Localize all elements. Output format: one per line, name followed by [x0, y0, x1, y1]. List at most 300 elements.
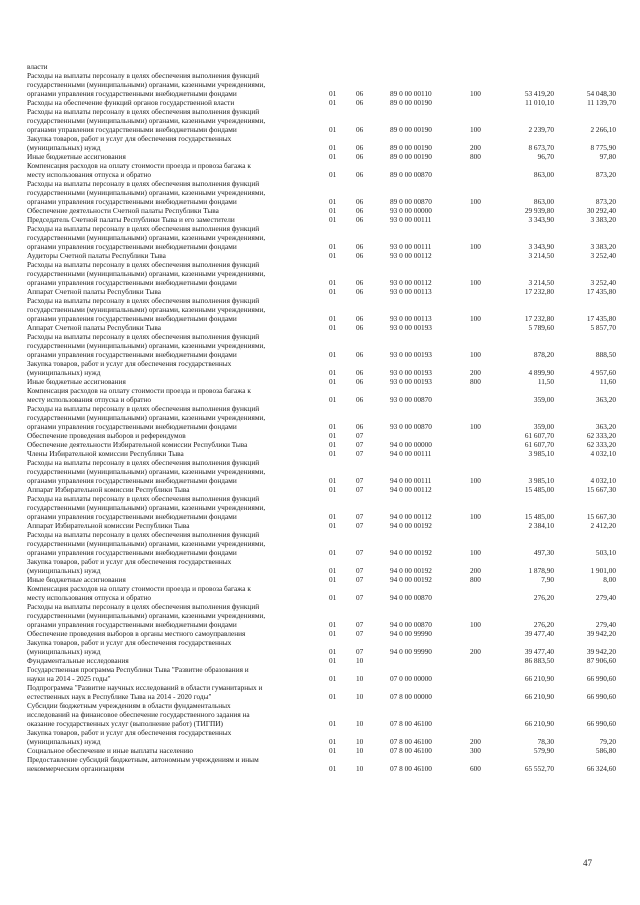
row-name-line: некоммерческим организациям [27, 764, 125, 773]
row-subsection-code: 07 [356, 593, 364, 602]
row-name-line: Компенсация расходов на оплату стоимости проезда и провоза багажа к [27, 386, 251, 395]
row-subsection-code: 06 [356, 89, 364, 98]
row-subsection-code: 06 [356, 395, 364, 404]
row-section-code: 01 [329, 575, 337, 584]
row-section-code: 01 [329, 368, 337, 377]
row-target-article: 94 0 00 99990 [390, 647, 432, 656]
row-subsection-code: 06 [356, 278, 364, 287]
row-name-line: Расходы на выплаты персоналу в целях обеспечения выполнения функций [27, 179, 260, 188]
row-target-article: 94 0 00 00112 [390, 512, 432, 521]
row-target-article: 07 8 00 46100 [390, 737, 432, 746]
row-target-article: 93 0 00 00870 [390, 395, 432, 404]
row-section-code: 01 [329, 431, 337, 440]
row-section-code: 01 [329, 629, 337, 638]
row-name-line: Иные бюджетные ассигнования [27, 575, 126, 584]
row-amount-year1: 2 384,10 [528, 521, 554, 530]
row-subsection-code: 06 [356, 377, 364, 386]
row-target-article: 07 8 00 00000 [390, 692, 432, 701]
row-subsection-code: 06 [356, 98, 364, 107]
row-expense-type: 200 [470, 647, 481, 656]
row-name-line: Обеспечение проведения выборов и референдумов [27, 431, 186, 440]
row-subsection-code: 06 [356, 206, 364, 215]
row-amount-year1: 878,20 [533, 350, 554, 359]
row-name-line: государственными (муниципальными) органами, казенными учреждениями, [27, 233, 266, 242]
row-section-code: 01 [329, 395, 337, 404]
row-subsection-code: 06 [356, 242, 364, 251]
row-name [27, 521, 327, 530]
row-amount-year2: 97,80 [599, 152, 616, 161]
row-subsection-code: 06 [356, 251, 364, 260]
row-subsection-code: 07 [356, 449, 364, 458]
row-expense-type: 100 [470, 314, 481, 323]
row-name-line: государственными (муниципальными) органами, казенными учреждениями, [27, 341, 266, 350]
row-amount-year2: 873,20 [595, 197, 616, 206]
row-name-line: государственными (муниципальными) органами, казенными учреждениями, [27, 188, 266, 197]
row-name-line: органами управления государственными внебюджетными фондами [27, 278, 237, 287]
row-target-article: 93 0 00 00870 [390, 422, 432, 431]
row-subsection-code: 10 [356, 719, 364, 728]
row-name-line: Закупка товаров, работ и услуг для обеспечения государственных [27, 134, 232, 143]
row-amount-year1: 53 419,20 [524, 89, 554, 98]
row-target-article: 93 0 00 00113 [390, 287, 432, 296]
row-amount-year2: 30 292,40 [586, 206, 616, 215]
row-name-line: государственными (муниципальными) органами, казенными учреждениями, [27, 80, 266, 89]
row-name-line: Компенсация расходов на оплату стоимости проезда и провоза багажа к [27, 584, 251, 593]
row-name-line: государственными (муниципальными) органами, казенными учреждениями, [27, 611, 266, 620]
row-name-line: Закупка товаров, работ и услуг для обеспечения государственных [27, 638, 232, 647]
row-name-line: Обеспечение проведения выборов в органы местного самоуправления [27, 629, 246, 638]
row-section-code: 01 [329, 350, 337, 359]
row-name-line: Субсидии бюджетным учреждениям в области фундаментальных [27, 701, 231, 710]
row-name-line: органами управления государственными внебюджетными фондами [27, 197, 237, 206]
row-amount-year1: 3 343,90 [528, 215, 554, 224]
row-section-code: 01 [329, 314, 337, 323]
row-amount-year2: 39 942,20 [586, 647, 616, 656]
row-amount-year2: 2 412,20 [590, 521, 616, 530]
row-name-line: оказание государственных услуг (выполнение работ) (ТИГПИ) [27, 719, 223, 728]
row-amount-year1: 15 485,00 [524, 512, 554, 521]
row-subsection-code: 06 [356, 314, 364, 323]
row-name [27, 287, 327, 296]
row-expense-type: 300 [470, 746, 481, 755]
row-name-line: Закупка товаров, работ и услуг для обеспечения государственных [27, 728, 232, 737]
row-section-code: 01 [329, 206, 337, 215]
row-amount-year2: 11,60 [599, 377, 616, 386]
row-name [27, 701, 327, 728]
row-amount-year1: 17 232,80 [524, 314, 554, 323]
row-target-article: 93 0 00 00193 [390, 323, 432, 332]
row-target-article: 89 0 00 00190 [390, 143, 432, 152]
row-expense-type: 100 [470, 125, 481, 134]
row-amount-year2: 66 324,60 [586, 764, 616, 773]
row-target-article: 89 0 00 00190 [390, 125, 432, 134]
row-target-article: 94 0 00 00112 [390, 485, 432, 494]
row-name-line: Предоставление субсидий бюджетным, автономным учреждениям и иным [27, 755, 259, 764]
row-subsection-code: 10 [356, 737, 364, 746]
row-name-line: Аудиторы Счетной палаты Республики Тыва [27, 251, 166, 260]
row-name-line: Обеспечение деятельности Избирательной комиссии Республики Тыва [27, 440, 248, 449]
row-name-line: Расходы на выплаты персоналу в целях обеспечения выполнения функций [27, 224, 260, 233]
row-target-article: 94 0 00 00192 [390, 521, 432, 530]
row-subsection-code: 10 [356, 674, 364, 683]
row-name-line: государственными (муниципальными) органами, казенными учреждениями, [27, 467, 266, 476]
row-amount-year1: 65 552,70 [524, 764, 554, 773]
row-name [27, 485, 327, 494]
row-target-article: 94 0 00 00111 [390, 449, 432, 458]
row-amount-year1: 3 985,10 [528, 449, 554, 458]
row-amount-year1: 61 607,70 [524, 440, 554, 449]
row-section-code: 01 [329, 170, 337, 179]
row-amount-year1: 15 485,00 [524, 485, 554, 494]
row-section-code: 01 [329, 521, 337, 530]
row-section-code: 01 [329, 593, 337, 602]
row-amount-year1: 66 210,90 [524, 719, 554, 728]
row-target-article: 89 0 00 00870 [390, 197, 432, 206]
row-subsection-code: 10 [356, 746, 364, 755]
row-section-code: 01 [329, 719, 337, 728]
row-section-code: 01 [329, 251, 337, 260]
row-section-code: 01 [329, 440, 337, 449]
row-amount-year2: 1 901,00 [590, 566, 616, 575]
row-name [27, 557, 327, 575]
row-section-code: 01 [329, 422, 337, 431]
row-expense-type: 200 [470, 143, 481, 152]
row-expense-type: 100 [470, 620, 481, 629]
row-name [27, 260, 327, 287]
row-subsection-code: 06 [356, 350, 364, 359]
row-name-line: Аппарат Счетной палаты Республики Тыва [27, 323, 162, 332]
row-name-line: органами управления государственными внебюджетными фондами [27, 476, 237, 485]
row-expense-type: 100 [470, 89, 481, 98]
row-section-code: 01 [329, 656, 337, 665]
row-expense-type: 100 [470, 422, 481, 431]
row-amount-year1: 5 789,60 [528, 323, 554, 332]
row-name-line: (муниципальных) нужд [27, 647, 101, 656]
row-subsection-code: 07 [356, 512, 364, 521]
row-expense-type: 100 [470, 476, 481, 485]
row-name [27, 458, 327, 485]
row-name-line: Расходы на выплаты персоналу в целях обеспечения выполнения функций [27, 530, 260, 539]
row-name-line: органами управления государственными внебюджетными фондами [27, 350, 237, 359]
row-amount-year2: 5 857,70 [590, 323, 616, 332]
row-name-line: Расходы на выплаты персоналу в целях обеспечения выполнения функций [27, 332, 260, 341]
row-amount-year2: 66 990,60 [586, 719, 616, 728]
row-target-article: 94 0 00 99990 [390, 629, 432, 638]
row-section-code: 01 [329, 620, 337, 629]
row-subsection-code: 06 [356, 287, 364, 296]
row-name-line: (муниципальных) нужд [27, 566, 101, 575]
row-amount-year1: 2 239,70 [528, 125, 554, 134]
row-name-line: Расходы на выплаты персоналу в целях обеспечения выполнения функций [27, 296, 260, 305]
row-name-line: государственными (муниципальными) органами, казенными учреждениями, [27, 539, 266, 548]
row-name-line: Аппарат Избирательной комиссии Республики Тыва [27, 521, 190, 530]
row-name-line: месту использования отпуска и обратно [27, 170, 152, 179]
row-name-line: Обеспечение деятельности Счетной палаты Республики Тыва [27, 206, 219, 215]
row-amount-year1: 863,00 [533, 170, 554, 179]
row-subsection-code: 06 [356, 125, 364, 134]
row-amount-year1: 4 899,90 [528, 368, 554, 377]
row-section-code: 01 [329, 449, 337, 458]
row-section-code: 01 [329, 377, 337, 386]
row-amount-year2: 363,20 [595, 422, 616, 431]
row-section-code: 01 [329, 512, 337, 521]
row-name-line: Государственная программа Республики Тыва "Развитие образования и [27, 665, 249, 674]
row-name [27, 323, 327, 332]
row-amount-year2: 4 957,60 [590, 368, 616, 377]
row-section-code: 01 [329, 764, 337, 773]
row-name-line: Иные бюджетные ассигнования [27, 152, 126, 161]
row-target-article: 94 0 00 00000 [390, 440, 432, 449]
row-section-code: 01 [329, 215, 337, 224]
row-amount-year1: 8 673,70 [528, 143, 554, 152]
row-amount-year1: 579,90 [533, 746, 554, 755]
row-amount-year1: 39 477,40 [524, 647, 554, 656]
row-amount-year1: 66 210,90 [524, 674, 554, 683]
row-amount-year1: 276,20 [533, 593, 554, 602]
row-expense-type: 200 [470, 566, 481, 575]
row-name [27, 251, 327, 260]
row-section-code: 01 [329, 98, 337, 107]
row-name [27, 224, 327, 251]
row-section-code: 01 [329, 89, 337, 98]
row-name [27, 161, 327, 179]
row-name [27, 134, 327, 152]
row-amount-year2: 503,10 [595, 548, 616, 557]
row-name-line: Социальное обеспечение и иные выплаты населению [27, 746, 194, 755]
row-name [27, 215, 327, 224]
row-section-code: 01 [329, 566, 337, 575]
row-section-code: 01 [329, 647, 337, 656]
row-name-line: Расходы на выплаты персоналу в целях обеспечения выполнения функций [27, 404, 260, 413]
row-name-line: государственными (муниципальными) органами, казенными учреждениями, [27, 116, 266, 125]
row-section-code: 01 [329, 692, 337, 701]
row-subsection-code: 07 [356, 476, 364, 485]
row-name-line: Расходы на выплаты персоналу в целях обеспечения выполнения функций [27, 494, 260, 503]
row-name-line: органами управления государственными внебюджетными фондами [27, 422, 237, 431]
row-name-line: (муниципальных) нужд [27, 368, 101, 377]
row-name-line: Закупка товаров, работ и услуг для обеспечения государственных [27, 557, 232, 566]
row-target-article: 93 0 00 00113 [390, 314, 432, 323]
row-amount-year2: 3 252,40 [590, 251, 616, 260]
row-target-article: 94 0 00 00192 [390, 548, 432, 557]
row-amount-year1: 863,00 [533, 197, 554, 206]
row-name-line: Компенсация расходов на оплату стоимости проезда и провоза багажа к [27, 161, 251, 170]
row-section-code: 01 [329, 746, 337, 755]
row-target-article: 07 0 00 00000 [390, 674, 432, 683]
row-amount-year2: 39 942,20 [586, 629, 616, 638]
row-amount-year1: 359,00 [533, 395, 554, 404]
row-target-article: 07 8 00 46100 [390, 719, 432, 728]
row-name-line: исследований на финансовое обеспечение государственного задания на [27, 710, 250, 719]
row-target-article: 94 0 00 00111 [390, 476, 432, 485]
row-target-article: 89 0 00 00110 [390, 89, 432, 98]
row-target-article: 94 0 00 00870 [390, 593, 432, 602]
row-name-line: государственными (муниципальными) органами, казенными учреждениями, [27, 503, 266, 512]
row-section-code: 01 [329, 674, 337, 683]
row-name [27, 98, 327, 107]
row-name [27, 206, 327, 215]
row-name [27, 71, 327, 98]
row-section-code: 01 [329, 143, 337, 152]
row-name-line: Закупка товаров, работ и услуг для обеспечения государственных [27, 359, 232, 368]
row-name [27, 584, 327, 602]
row-amount-year1: 7,90 [541, 575, 554, 584]
row-name-line: Иные бюджетные ассигнования [27, 377, 126, 386]
row-amount-year2: 87 906,60 [586, 656, 616, 665]
row-name-line: Подпрограмма "Развитие научных исследований в области гуманитарных и [27, 683, 263, 692]
row-name-line: органами управления государственными внебюджетными фондами [27, 89, 237, 98]
row-amount-year2: 4 032,10 [590, 449, 616, 458]
row-name-line: органами управления государственными внебюджетными фондами [27, 548, 237, 557]
row-amount-year2: 8,00 [603, 575, 616, 584]
row-target-article: 93 0 00 00193 [390, 377, 432, 386]
row-amount-year1: 497,30 [533, 548, 554, 557]
row-amount-year1: 86 883,50 [524, 656, 554, 665]
row-amount-year1: 78,30 [537, 737, 554, 746]
row-amount-year1: 3 214,50 [528, 251, 554, 260]
row-name-line: органами управления государственными внебюджетными фондами [27, 242, 237, 251]
row-name [27, 665, 327, 683]
row-amount-year2: 3 252,40 [590, 278, 616, 287]
row-amount-year1: 17 232,80 [524, 287, 554, 296]
row-amount-year1: 359,00 [533, 422, 554, 431]
row-target-article: 89 0 00 00190 [390, 98, 432, 107]
row-amount-year1: 39 477,40 [524, 629, 554, 638]
row-section-code: 01 [329, 287, 337, 296]
row-name-line: Расходы на обеспечение функций органов государственной власти [27, 98, 235, 107]
row-subsection-code: 07 [356, 431, 364, 440]
row-target-article: 93 0 00 00112 [390, 278, 432, 287]
row-name-line: (муниципальных) нужд [27, 143, 101, 152]
row-amount-year1: 3 343,90 [528, 242, 554, 251]
row-section-code: 01 [329, 197, 337, 206]
row-amount-year2: 4 032,10 [590, 476, 616, 485]
row-amount-year2: 279,40 [595, 593, 616, 602]
row-name-line: месту использования отпуска и обратно [27, 593, 152, 602]
row-amount-year2: 279,40 [595, 620, 616, 629]
row-amount-year2: 3 383,20 [590, 215, 616, 224]
row-amount-year2: 17 435,80 [586, 287, 616, 296]
row-name-line: Фундаментальные исследования [27, 656, 129, 665]
row-target-article: 94 0 00 00192 [390, 575, 432, 584]
row-subsection-code: 07 [356, 566, 364, 575]
row-amount-year2: 11 139,70 [587, 98, 616, 107]
row-subsection-code: 07 [356, 485, 364, 494]
row-amount-year2: 54 048,30 [586, 89, 616, 98]
row-subsection-code: 06 [356, 197, 364, 206]
row-subsection-code: 10 [356, 692, 364, 701]
row-name [27, 449, 327, 458]
row-name [27, 179, 327, 206]
row-expense-type: 100 [470, 197, 481, 206]
row-name [27, 377, 327, 386]
row-name [27, 431, 327, 440]
row-name [27, 575, 327, 584]
row-name [27, 107, 327, 134]
row-name-line: Расходы на выплаты персоналу в целях обеспечения выполнения функций [27, 107, 260, 116]
row-name-line: месту использования отпуска и обратно [27, 395, 152, 404]
row-subsection-code: 10 [356, 656, 364, 665]
row-target-article: 93 0 00 00193 [390, 368, 432, 377]
row-amount-year1: 61 607,70 [524, 431, 554, 440]
row-name-line: государственными (муниципальными) органами, казенными учреждениями, [27, 413, 266, 422]
row-section-code: 01 [329, 125, 337, 134]
row-section-code: 01 [329, 278, 337, 287]
row-amount-year1: 11 010,10 [525, 98, 554, 107]
row-name [27, 440, 327, 449]
row-name [27, 728, 327, 746]
row-amount-year2: 17 435,80 [586, 314, 616, 323]
row-target-article: 93 0 00 00111 [390, 242, 432, 251]
row-target-article: 89 0 00 00870 [390, 170, 432, 179]
row-expense-type: 200 [470, 737, 481, 746]
row-name-line: органами управления государственными внебюджетными фондами [27, 620, 237, 629]
row-target-article: 93 0 00 00193 [390, 350, 432, 359]
row-subsection-code: 06 [356, 215, 364, 224]
row-name [27, 530, 327, 557]
row-name-line: науки на 2014 - 2025 годы" [27, 674, 111, 683]
row-expense-type: 800 [470, 152, 481, 161]
row-name [27, 386, 327, 404]
row-name [27, 152, 327, 161]
row-name-line: Аппарат Счетной палаты Республики Тыва [27, 287, 162, 296]
row-section-code: 01 [329, 476, 337, 485]
row-section-code: 01 [329, 152, 337, 161]
row-name-line: власти [27, 62, 48, 71]
row-name-line: Расходы на выплаты персоналу в целях обеспечения выполнения функций [27, 260, 260, 269]
row-amount-year2: 873,20 [595, 170, 616, 179]
row-amount-year1: 1 878,90 [528, 566, 554, 575]
row-name-line: государственными (муниципальными) органами, казенными учреждениями, [27, 269, 266, 278]
row-amount-year2: 363,20 [595, 395, 616, 404]
row-name-line: Члены Избирательной комиссии Республики Тыва [27, 449, 184, 458]
row-name-line: государственными (муниципальными) органами, казенными учреждениями, [27, 305, 266, 314]
row-section-code: 01 [329, 323, 337, 332]
row-name-line: (муниципальных) нужд [27, 737, 101, 746]
row-name [27, 629, 327, 638]
row-amount-year1: 66 210,90 [524, 692, 554, 701]
row-amount-year2: 8 775,90 [590, 143, 616, 152]
row-name [27, 746, 327, 755]
row-expense-type: 200 [470, 368, 481, 377]
row-amount-year2: 15 667,30 [586, 512, 616, 521]
row-expense-type: 800 [470, 377, 481, 386]
row-name-line: Расходы на выплаты персоналу в целях обеспечения выполнения функций [27, 602, 260, 611]
row-subsection-code: 07 [356, 629, 364, 638]
row-name [27, 683, 327, 701]
row-section-code: 01 [329, 548, 337, 557]
row-section-code: 01 [329, 242, 337, 251]
row-name-line: Председатель Счетной палаты Республики Тыва и его заместители [27, 215, 235, 224]
row-subsection-code: 06 [356, 323, 364, 332]
row-target-article: 93 0 00 00111 [390, 215, 432, 224]
row-amount-year1: 3 985,10 [528, 476, 554, 485]
row-section-code: 01 [329, 485, 337, 494]
row-name-line: органами управления государственными внебюджетными фондами [27, 314, 237, 323]
row-amount-year2: 15 667,30 [586, 485, 616, 494]
row-name-line: органами управления государственными внебюджетными фондами [27, 512, 237, 521]
row-subsection-code: 06 [356, 368, 364, 377]
row-name [27, 296, 327, 323]
row-target-article: 93 0 00 00000 [390, 206, 432, 215]
row-subsection-code: 07 [356, 575, 364, 584]
row-name [27, 494, 327, 521]
row-amount-year1: 96,70 [537, 152, 554, 161]
row-subsection-code: 06 [356, 143, 364, 152]
row-subsection-code: 06 [356, 422, 364, 431]
row-amount-year1: 3 214,50 [528, 278, 554, 287]
row-subsection-code: 07 [356, 620, 364, 629]
